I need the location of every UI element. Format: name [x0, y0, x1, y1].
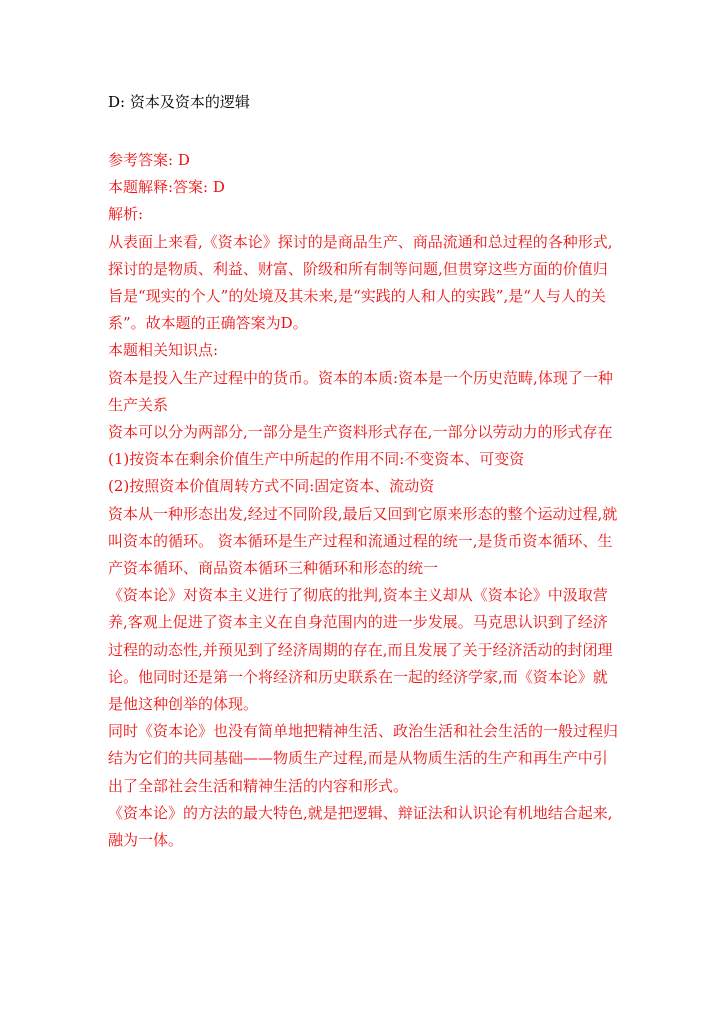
- knowledge-paragraph-das-kapital-critique: 《资本论》对资本主义进行了彻底的批判,资本主义却从《资本论》中汲取营养,客观上促进了资本主义在自身范围内的进一步发展。马克思认识到了经济过程的动态性,并预见到了经济周期的存在,而且发展了关于经济活动的封闭理论。他同时还是第一个将经济和历史联系在一起的经济学家,而《资本论》就是他这种创举的体现。: [108, 586, 613, 714]
- knowledge-paragraph-material-production: 同时《资本论》也没有简单地把精神生活、政治生活和社会生活的一般过程归结为它们的共同基础——物质生产过程,而是从物质生活的生产和再生产中引出了全部社会生活和精神生活的内容和形式。: [108, 722, 619, 795]
- knowledge-label: 本题相关知识点:: [108, 341, 219, 360]
- explanation-header: 本题解释:答案: D: [108, 178, 225, 197]
- knowledge-paragraph-classification-1: (1)按资本在剩余价值生产中所起的作用不同:不变资本、可变资: [108, 450, 525, 469]
- option-d: D: 资本及资本的逻辑: [108, 93, 250, 111]
- knowledge-paragraph-classification-2: (2)按照资本价值周转方式不同:固定资本、流动资: [108, 477, 435, 496]
- knowledge-paragraph-capital-definition: 资本是投入生产过程中的货币。资本的本质:资本是一个历史范畴,体现了一种生产关系: [108, 368, 613, 414]
- knowledge-paragraph-capital-circulation: 资本从一种形态出发,经过不同阶段,最后又回到它原来形态的整个运动过程,就叫资本的循环。 资本循环是生产过程和流通过程的统一,是货币资本循环、生产资本循环、商品资本循环三种循环和形态的统一: [108, 504, 618, 578]
- analysis-text: 从表面上来看,《资本论》探讨的是商品生产、商品流通和总过程的各种形式,探讨的是物质、利益、财富、阶级和所有制等问题,但贯穿这些方面的价值归旨是“现实的个人”的处境及其未来,是“实践的人和人的实践”,是“人与人的关系”。故本题的正确答案为D。: [108, 232, 613, 333]
- answer-section: [108, 147, 618, 854]
- reference-answer: 参考答案: D: [108, 151, 190, 169]
- analysis-label: 解析:: [108, 205, 144, 224]
- knowledge-paragraph-method: 《资本论》的方法的最大特色,就是把逻辑、辩证法和认识论有机地结合起来,融为一体。: [108, 803, 613, 850]
- knowledge-paragraph-capital-parts: 资本可以分为两部分,一部分是生产资料形式存在,一部分以劳动力的形式存在: [108, 423, 613, 442]
